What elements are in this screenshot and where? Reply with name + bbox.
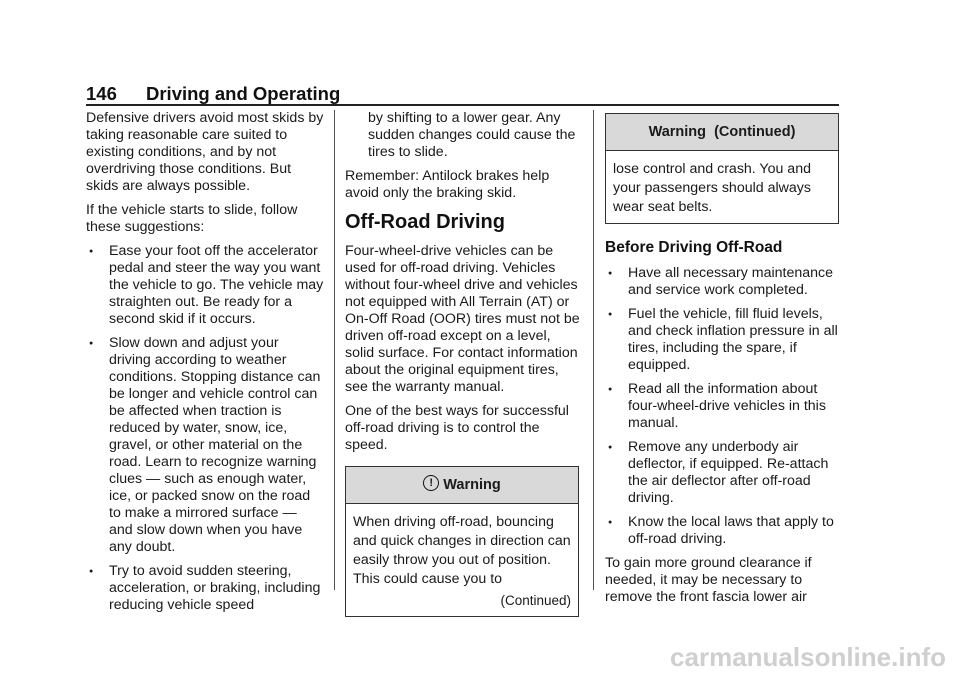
warning-box-continued <box>605 113 839 224</box>
paragraph: Four-wheel-drive vehicles can be used for off-road driving. Vehicles without four-wheel drive and vehicles not equipped with All Terrain (AT) or On-Off Road (OOR) tires must not be driven off-road except on a level, solid surface. For contact information about the original equipment tires, see the warranty manual. <box>345 243 580 395</box>
list-item: ● Try to avoid sudden steering, acceleration, or braking, including reducing vehicle speed <box>86 563 324 614</box>
page-header <box>86 83 340 105</box>
section-heading: Off-Road Driving <box>345 211 505 233</box>
warning-title: Warning (Continued) <box>648 124 796 140</box>
column-divider <box>334 110 335 590</box>
warning-triangle-icon: ! <box>423 475 439 491</box>
list-item: ● Fuel the vehicle, fill fluid levels, and check inflation pressure in all tires, including the spare, if equipped. <box>605 306 843 374</box>
section-title: Driving and Operating <box>146 83 341 104</box>
paragraph: One of the best ways for successful off-road driving is to control the speed. <box>345 403 569 453</box>
column-left <box>86 110 324 621</box>
paragraph: To gain more ground clearance if needed, it may be necessary to remove the front fascia lower air <box>605 555 812 605</box>
paragraph: Remember: Antilock brakes help avoid only the braking skid. <box>345 168 550 201</box>
warning-header <box>346 467 578 504</box>
warning-body <box>606 151 838 223</box>
list-item: ● Ease your foot off the accelerator pedal and steer the way you want the vehicle to go. The vehicle may straighten out. Be ready for a second skid if it occurs. <box>86 243 324 328</box>
continued-label: (Continued) <box>500 593 571 608</box>
page-number: 146 <box>86 83 117 104</box>
warning-box <box>345 466 579 617</box>
list-item: ● Read all the information about four-wheel-drive vehicles in this manual. <box>605 381 843 432</box>
list-item: ● Remove any underbody air deflector, if equipped. Re-attach the air deflector after off-road driving. <box>605 439 843 507</box>
warning-title: Warning <box>443 477 501 493</box>
warning-text: lose control and crash. You and your passengers should always wear seat belts. <box>613 161 811 215</box>
column-middle <box>345 110 583 617</box>
warning-body <box>346 504 578 616</box>
list-item-continued: by shifting to a lower gear. Any sudden changes could cause the tires to slide. <box>368 110 576 160</box>
list-item: ● Know the local laws that apply to off-road driving. <box>605 514 843 548</box>
subsection-heading: Before Driving Off-Road <box>605 239 783 256</box>
paragraph: Defensive drivers avoid most skids by taking reasonable care suited to existing conditions, and by not overdriving those conditions. But skids are always possible. <box>86 110 324 194</box>
list-item: ● Slow down and adjust your driving according to weather conditions. Stopping distance can be longer and vehicle control can be affected when traction is reduced by water, snow, ice, gravel, or other material on the road. Learn to recognize warning clues — such as enough water, ice, or packed snow on the road to make a mirrored surface — and slow down when you have any doubt. <box>86 335 324 556</box>
paragraph: If the vehicle starts to slide, follow these suggestions: <box>86 202 298 235</box>
warning-text: When driving off-road, bouncing and quick changes in direction can easily throw you out of position. This could cause you to <box>353 514 571 587</box>
column-divider <box>593 110 594 590</box>
column-right <box>605 110 843 613</box>
warning-header <box>606 114 838 151</box>
header-rule <box>86 104 839 106</box>
watermark: carmanualsonline.info <box>670 642 946 672</box>
list-item: ● Have all necessary maintenance and service work completed. <box>605 265 843 299</box>
